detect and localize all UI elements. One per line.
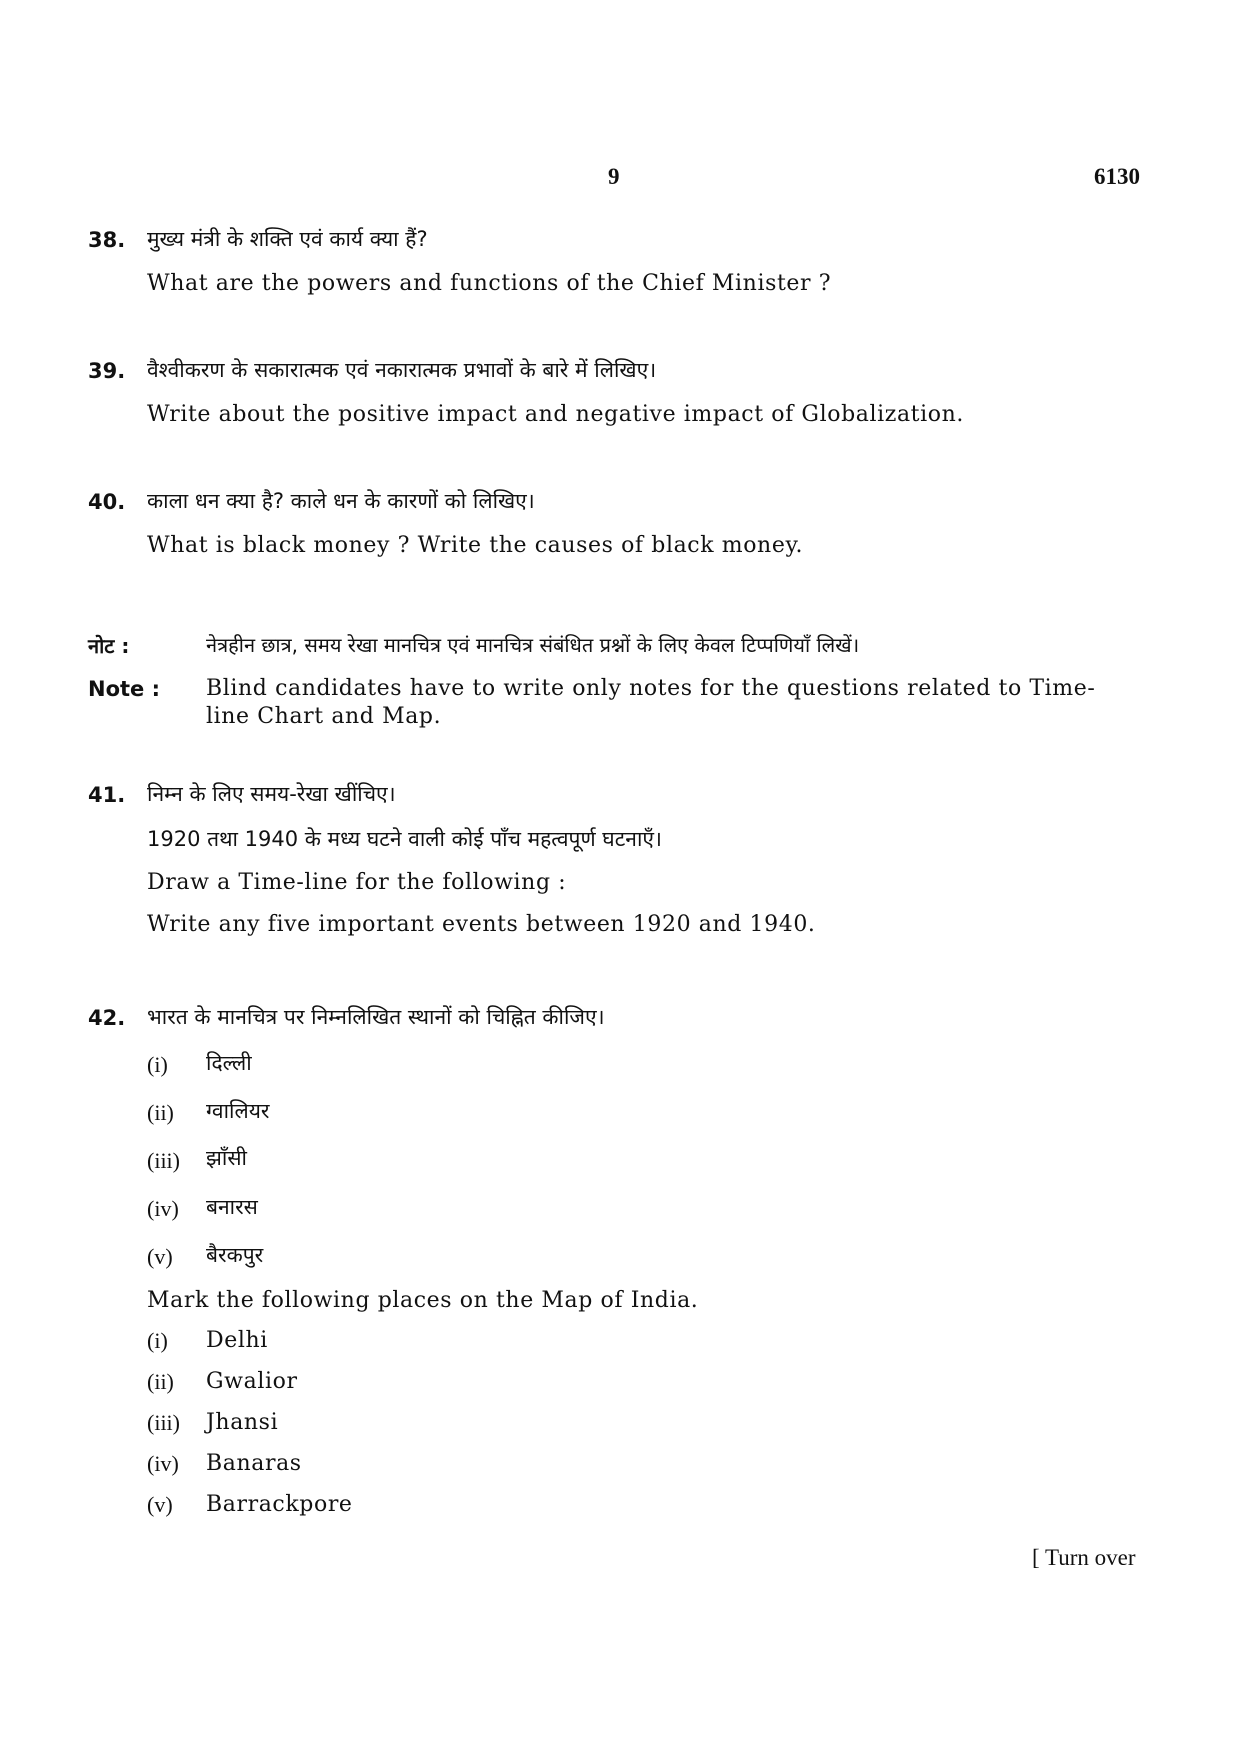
question-number: 38.	[88, 228, 126, 252]
list-item-english: Delhi	[206, 1328, 268, 1353]
question-text-hindi: वैश्वीकरण के सकारात्मक एवं नकारात्मक प्रभावों के बारे में लिखिए।	[147, 358, 657, 382]
list-marker: (iv)	[147, 1451, 179, 1476]
question-number: 40.	[88, 490, 126, 514]
note-label-hindi: नोट :	[88, 634, 130, 658]
list-item-hindi: झाँसी	[206, 1146, 247, 1170]
note-text-english: Blind candidates have to write only notes for the questions related to Time-line Chart and Map.	[206, 676, 1096, 729]
question-text-hindi: भारत के मानचित्र पर निम्नलिखित स्थानों को चिह्नित कीजिए।	[147, 1005, 605, 1029]
turn-over-label: [ Turn over	[1032, 1545, 1136, 1570]
list-item-english: Jhansi	[206, 1410, 279, 1435]
question-text-english: Draw a Time-line for the following :	[147, 870, 567, 895]
question-number: 42.	[88, 1006, 126, 1030]
question-text-english: Write about the positive impact and negative impact of Globalization.	[147, 402, 964, 427]
question-text-hindi: काला धन क्या है? काले धन के कारणों को लिखिए।	[147, 489, 535, 513]
question-text-english: Mark the following places on the Map of India.	[147, 1288, 699, 1313]
paper-code: 6130	[1094, 164, 1140, 189]
question-number: 41.	[88, 783, 126, 807]
question-text-hindi: निम्न के लिए समय-रेखा खींचिए।	[147, 782, 396, 806]
list-marker: (iii)	[147, 1410, 180, 1435]
list-marker: (i)	[147, 1328, 168, 1353]
list-marker: (iii)	[147, 1148, 180, 1173]
question-text-english: What is black money ? Write the causes of black money.	[147, 533, 804, 558]
note-text-hindi: नेत्रहीन छात्र, समय रेखा मानचित्र एवं मानचित्र संबंधित प्रश्नों के लिए केवल टिप्पणियाँ लिखें।	[206, 633, 860, 657]
note-label-english: Note :	[88, 677, 160, 701]
question-number: 39.	[88, 359, 126, 383]
list-item-hindi: ग्वालियर	[206, 1099, 270, 1123]
list-item-english: Banaras	[206, 1451, 302, 1476]
list-item-english: Gwalior	[206, 1369, 298, 1394]
list-marker: (v)	[147, 1244, 173, 1269]
question-subtext-hindi: 1920 तथा 1940 के मध्य घटने वाली कोई पाँच महत्वपूर्ण घटनाएँ।	[147, 827, 662, 851]
list-marker: (ii)	[147, 1100, 174, 1125]
list-marker: (iv)	[147, 1196, 179, 1221]
page-number: 9	[608, 164, 620, 189]
list-marker: (i)	[147, 1052, 168, 1077]
question-text-hindi: मुख्य मंत्री के शक्ति एवं कार्य क्या हैं?	[147, 227, 428, 251]
question-text-english: What are the powers and functions of the Chief Minister ?	[147, 271, 832, 296]
list-marker: (ii)	[147, 1369, 174, 1394]
list-item-hindi: बैरकपुर	[206, 1243, 264, 1267]
list-item-hindi: बनारस	[206, 1195, 258, 1219]
list-marker: (v)	[147, 1492, 173, 1517]
list-item-hindi: दिल्ली	[206, 1051, 252, 1075]
question-subtext-english: Write any five important events between 1920 and 1940.	[147, 912, 816, 937]
list-item-english: Barrackpore	[206, 1492, 353, 1517]
